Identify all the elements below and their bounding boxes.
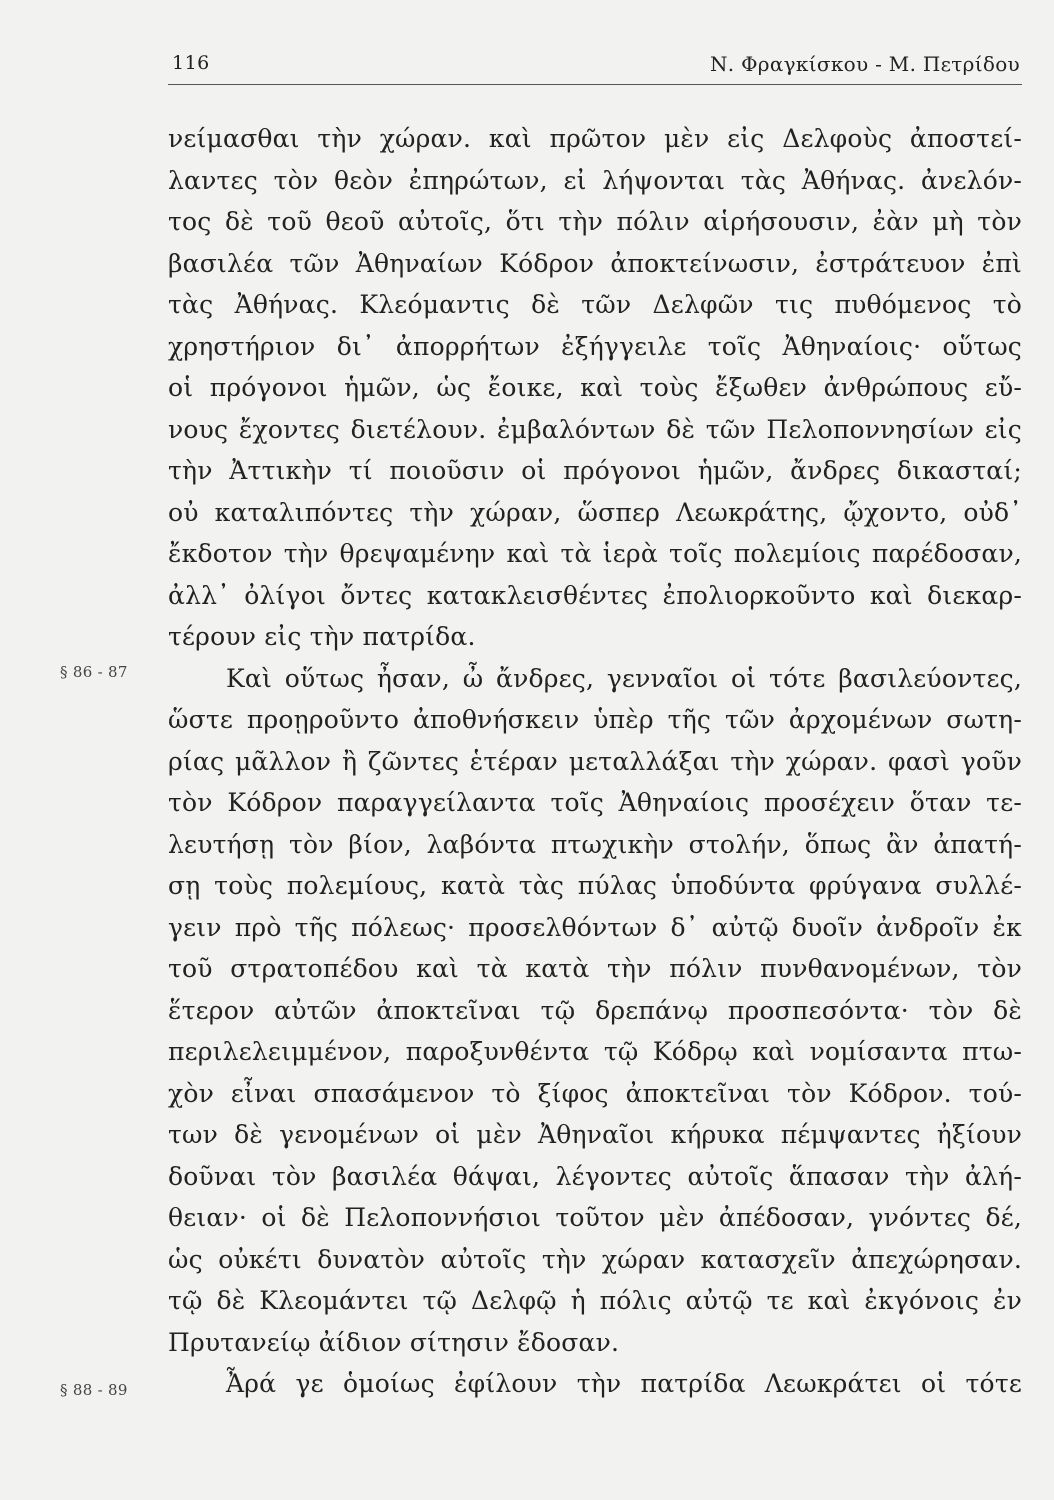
text-line: χὸν εἶναι σπασάμενον τὸ ξίφος ἀποκτεῖναι τὸν Κόδρον. τού-	[168, 1078, 1022, 1108]
text-line: οὐ καταλιπόντες τὴν χώραν, ὥσπερ Λεωκράτης, ᾤχοντο, οὐδ᾽	[168, 497, 1022, 527]
text-line: ἔκδοτον τὴν θρεψαμένην καὶ τὰ ἱερὰ τοῖς πολεμίοις παρέδοσαν,	[168, 539, 1022, 568]
text-line: περιλελειμμένον, παροξυνθέντα τῷ Κόδρῳ καὶ νομίσαντα πτω-	[168, 1037, 1022, 1066]
running-head: Ν. Φραγκίσκου - Μ. Πετρίδου	[710, 52, 1020, 76]
page-number: 116	[172, 52, 210, 74]
margin-reference-86-87: § 86 - 87	[60, 663, 128, 681]
margin-reference-88-89: § 88 - 89	[60, 1381, 128, 1399]
text-line: τοῦ στρατοπέδου καὶ τὰ κατὰ τὴν πόλιν πυνθανομένων, τὸν	[168, 954, 1022, 983]
text-line: τὰς Ἀθήνας. Κλεόμαντις δὲ τῶν Δελφῶν τις πυθόμενος τὸ	[168, 290, 1022, 319]
text-line: χρηστήριον δι᾽ ἀπορρήτων ἐξήγγειλε τοῖς Ἀθηναίοις· οὕτως	[168, 331, 1022, 361]
text-line: Καὶ οὕτως ἦσαν, ὦ ἄνδρες, γενναῖοι οἱ τότε βασιλεύοντες,	[226, 663, 1022, 693]
text-line: τὴν Ἀττικὴν τί ποιοῦσιν οἱ πρόγονοι ἡμῶν, ἄνδρες δικασταί;	[168, 456, 1022, 485]
text-line: βασιλέα τῶν Ἀθηναίων Κόδρον ἀποκτείνωσιν, ἐστράτευον ἐπὶ	[168, 248, 1022, 278]
text-line: των δὲ γενομένων οἱ μὲν Ἀθηναῖοι κήρυκα πέμψαντες ἠξίουν	[168, 1120, 1022, 1149]
text-line: τέρουν εἰς τὴν πατρίδα.	[168, 622, 476, 651]
text-line: τὸν Κόδρον παραγγείλαντα τοῖς Ἀθηναίοις προσέχειν ὅταν τε-	[168, 788, 1022, 817]
text-line: ἕτερον αὐτῶν ἀποκτεῖναι τῷ δρεπάνῳ προσπεσόντα· τὸν δὲ	[168, 995, 1022, 1025]
body-text	[168, 118, 1022, 1405]
text-line: σῃ τοὺς πολεμίους, κατὰ τὰς πύλας ὑποδύντα φρύγανα συλλέ-	[168, 871, 1022, 900]
text-line: ὡς οὐκέτι δυνατὸν αὐτοῖς τὴν χώραν κατασχεῖν ἀπεχώρησαν.	[168, 1244, 1022, 1274]
text-line: γειν πρὸ τῆς πόλεως· προσελθόντων δ᾽ αὐτῷ δυοῖν ἀνδροῖν ἐκ	[168, 912, 1022, 942]
text-line: δοῦναι τὸν βασιλέα θάψαι, λέγοντες αὐτοῖς ἅπασαν τὴν ἀλή-	[168, 1161, 1022, 1191]
text-line: θειαν· οἱ δὲ Πελοποννήσιοι τοῦτον μὲν ἀπέδοσαν, γνόντες δέ,	[168, 1203, 1022, 1232]
text-line: Πρυτανείῳ ἀίδιον σίτησιν ἔδοσαν.	[168, 1327, 620, 1357]
text-line: Ἆρά γε ὁμοίως ἐφίλουν τὴν πατρίδα Λεωκράτει οἱ τότε	[226, 1369, 1022, 1398]
text-line: ρίας μᾶλλον ἢ ζῶντες ἑτέραν μεταλλάξαι τὴν χώραν. φασὶ γοῦν	[168, 746, 1022, 776]
text-line: ἀλλ᾽ ὀλίγοι ὄντες κατακλεισθέντες ἐπολιορκοῦντο καὶ διεκαρ-	[168, 580, 1022, 610]
text-line: ὥστε προῃροῦντο ἀποθνήσκειν ὑπὲρ τῆς τῶν ἀρχομένων σωτη-	[168, 705, 1022, 734]
page-header	[168, 44, 1022, 85]
text-line: νείμασθαι τὴν χώραν. καὶ πρῶτον μὲν εἰς Δελφοὺς ἀποστεί-	[168, 124, 1022, 153]
text-line: τῷ δὲ Κλεομάντει τῷ Δελφῷ ἡ πόλις αὐτῷ τε καὶ ἐκγόνοις ἐν	[168, 1286, 1022, 1315]
text-line: λαντες τὸν θεὸν ἐπηρώτων, εἰ λήψονται τὰς Ἀθήνας. ἀνελόν-	[168, 165, 1022, 195]
text-line: οἱ πρόγονοι ἡμῶν, ὡς ἔοικε, καὶ τοὺς ἔξωθεν ἀνθρώπους εὔ-	[168, 373, 1022, 402]
text-line: λευτήσῃ τὸν βίον, λαβόντα πτωχικὴν στολήν, ὅπως ἂν ἀπατή-	[168, 829, 1022, 859]
text-line: νους ἔχοντες διετέλουν. ἐμβαλόντων δὲ τῶν Πελοποννησίων εἰς	[168, 414, 1022, 444]
text-line: τος δὲ τοῦ θεοῦ αὐτοῖς, ὅτι τὴν πόλιν αἱρήσουσιν, ἐὰν μὴ τὸν	[168, 207, 1022, 236]
